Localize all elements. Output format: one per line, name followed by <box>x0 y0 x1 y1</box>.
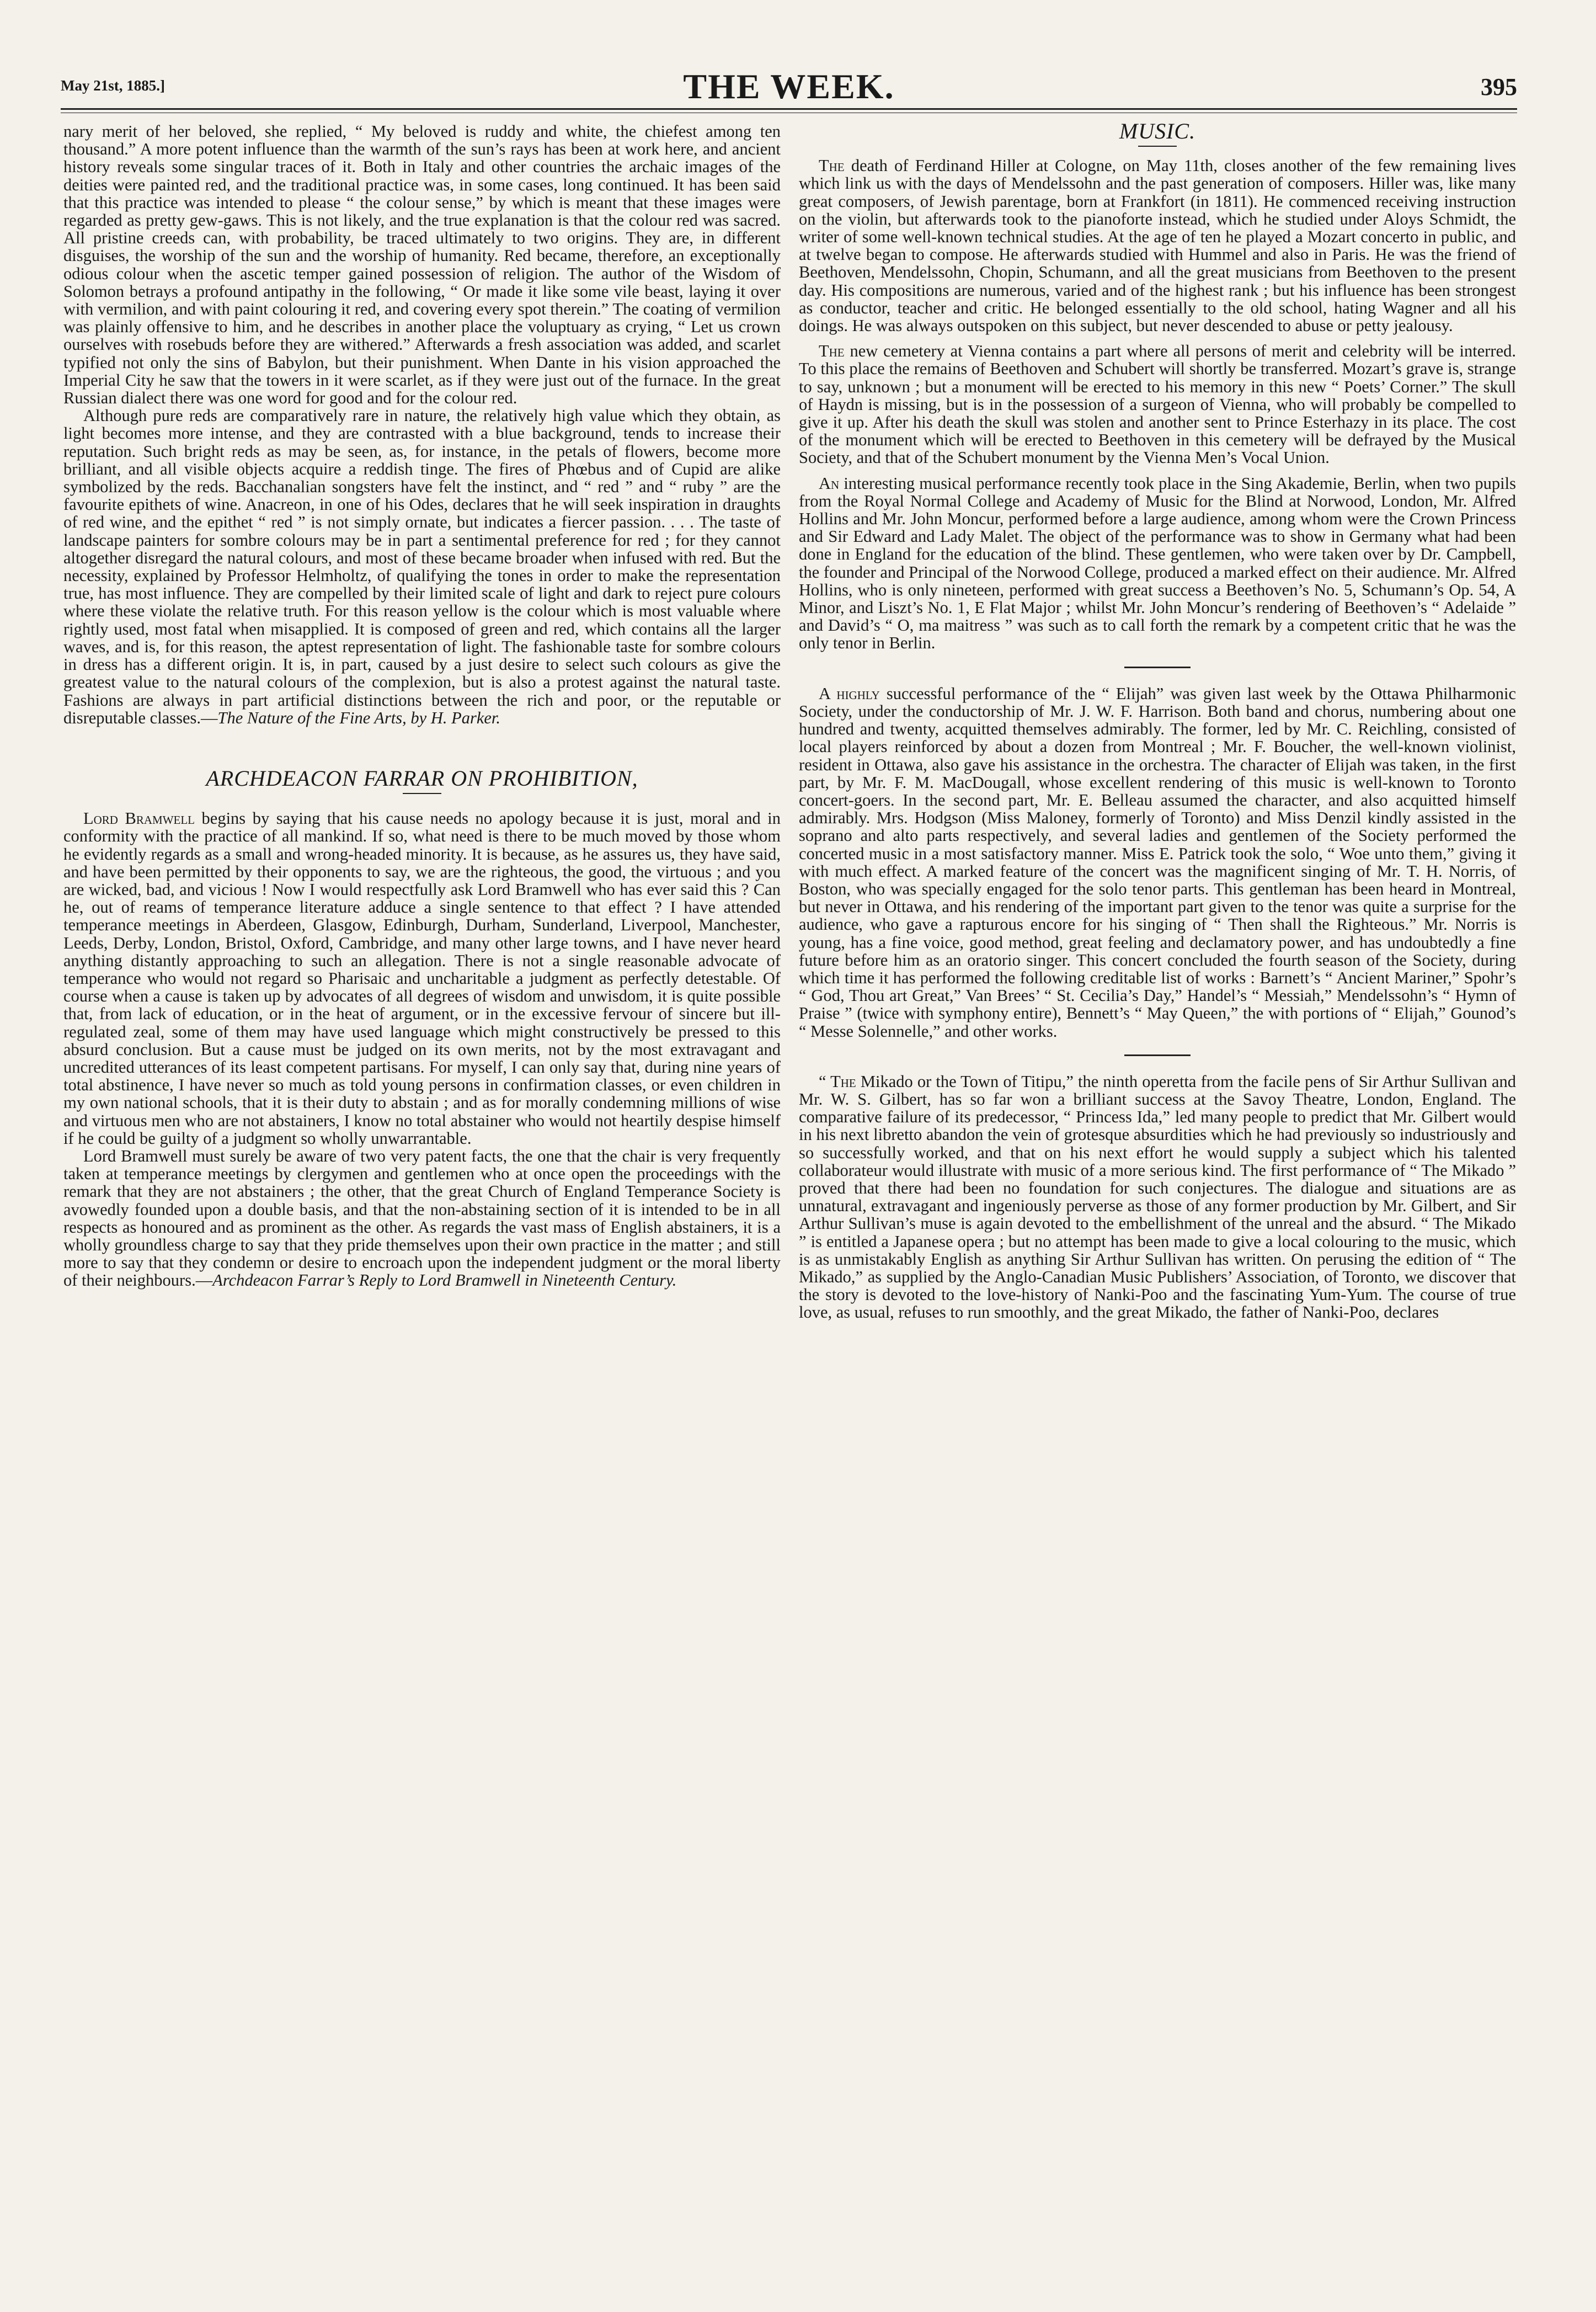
issue-date: May 21st, 1885.] <box>61 77 165 94</box>
source-citation: Archdeacon Farrar’s Reply to Lord Bramwell in Nineteenth Century. <box>212 1271 677 1290</box>
separator-rule <box>1124 1054 1191 1056</box>
paragraph-text: Although pure reds are comparatively rare in nature, the relatively high value which they obtain, as light becomes more intense, and they are contrasted with a blue background, tends to increase their reputation. Such bright reds as may be seen, as, for instance, in the petals of flowers, become more brilliant, and all visible objects acquire a reddish tinge. The fires of Phœbus and of Cupid are alike symbolized by the reds. Bacchanalian songsters have felt the instinct, and “ red ” and “ ruby ” are the favourite epithets of wine. Anacreon, in one of his Odes, declares that he will seek inspiration in draughts of red wine, and the epithet “ red ” is not simply ornate, but indicates a fiercer passion. . . . The taste of landscape painters for sombre colours may be in part a sentimental preference for red ; for they cannot altogether disregard the natural colours, and most of these became broader when infused with red. But the necessity, explained by Professor Helmholtz, of qualifying the tones in order to make the representation true, has most influence. They are compelled by their limited scale of light and dark to reject pure colours where these violate the relative truth. For this reason yellow is the colour which is most valuable where rightly used, most fatal when misapplied. It is composed of green and red, which contains all the larger waves, and is, for this reason, the aptest representation of light. The fashionable taste for sombre colours in dress has a different origin. It is, in part, caused by a just desire to select such colours as give the greatest value to the natural colours of the complexion, but is also a protest against the natural taste. Fashions are always in part artificial distinctions between the rich and poor, or the reputable or disreputable classes.— <box>63 406 781 727</box>
section-heading-music: MUSIC. <box>1119 119 1196 143</box>
article-heading: ARCHDEACON FARRAR ON PROHIBITION, <box>206 765 638 791</box>
lead-in: An <box>819 473 840 493</box>
lead-in: Lord Bramwell <box>83 809 195 828</box>
paragraph-text: new cemetery at Vienna contains a part where all persons of merit and celebrity will be interred. To this place the remains of Beethoven and Schubert will shortly be transferred. Mozart’s grave is, strange to say, unknown ; but a monument will be erected to his memory in this new “ Poets’ Corner.” The skull of Haydn is missing, but is in the possession of a surgeon of Vienna, who will probably be compelled to give it up. After his death the skull was stolen and another sent to Prince Esterhazy in its place. The cost of the monument which will be erected to Beethoven in this cemetery will be defrayed by the Musical Society, and that of the Schubert monument by the Vienna Men’s Vocal Union. <box>799 342 1516 467</box>
colour-article-paragraph <box>63 407 781 727</box>
lead-in: The <box>819 342 845 361</box>
paragraph-text: begins by saying that his cause needs no apology because it is just, moral and in conformity with the practice of all mankind. If so, what need is there to be much moved by those whom he evidently regards as a small and wrong-headed minority. It is because, as he assures us, they have said, and have been permitted by their opponents to say, we are the righteous, the good, the virtuous ; and you are wicked, bad, and vicious ! Now I would respectfully ask Lord Bramwell who has ever said this ? Can he, out of reams of temperance literature adduce a single sentence to that effect ? I have attended temperance meetings in Aberdeen, Glasgow, Edinburgh, Durham, Sunderland, Liverpool, Manchester, Leeds, Derby, London, Bristol, Oxford, Cambridge, and many other large towns, and I have never heard anything distantly approaching to such an allegation. There is not a single reasonable advocate of temperance who would not regard so Pharisaic and uncharitable a judgment as perfectly detestable. Of course when a cause is taken up by advocates of all degrees of wisdom and unwisdom, it is quite possible that, from lack of education, or in the heat of argument, or in the excessive fervour of sincere but ill-regulated zeal, some of them may have used language which might constructively be pressed to this absurd conclusion. But a cause must be judged on its own merits, not by the most extravagant and uncredited utterances of its least competent partisans. For myself, I can only say that, during nine years of total abstinence, I have never so much as told young persons in confirmation classes, or even children in my own national schools, that it is their duty to abstain ; and as for morally condemning millions of wise and virtuous men who are not abstainers, I know no total abstainer who would not heartily despise himself if he could be guilty of a judgment so wholly unwarrantable. <box>63 809 781 1148</box>
separator-rule <box>1124 667 1191 668</box>
music-item-hiller <box>799 157 1516 334</box>
music-item-vienna <box>799 342 1516 466</box>
paragraph-text: Lord Bramwell must surely be aware of two very patent facts, the one that the chair is very frequently taken at temperance meetings by clergymen and gentlemen who at once open the proceedings with the remark that they are not abstainers ; the other, that the great Church of England Temperance Society is avowedly founded upon a double basis, and that the non-abstaining section of it is intended to be in all respects as honoured and as prominent as the other. As regards the vast mass of English abstainers, it is a wholly groundless charge to say that they pride themselves upon their own practice in the matter ; and still more to say that they condemn or desire to encroach upon the independent judgment or the moral liberty of their neighbours.— <box>63 1146 781 1290</box>
paragraph-text: successful performance of the “ Elijah” was given last week by the Ottawa Philharmonic Society, under the conductorship of Mr. J. W. F. Harrison. Both band and chorus, numbering about one hundred and twenty, acquitted themselves admirably. The former, led by Mr. C. Reichling, consisted of local players reinforced by about a dozen from Montreal ; Mr. F. Boucher, the well-known violinist, resident in Ottawa, also gave his assistance in the orchestra. The character of Elijah was taken, in the first part, by Mr. F. M. MacDougall, whose excellent rendering of this music is well-known to Toronto concert-goers. In the second part, Mr. E. Belleau assumed the character, and also acquitted himself admirably. Mrs. Hodgson (Miss Maloney, formerly of Toronto) and Miss Denzil kindly assisted in the soprano and alto parts respectively, and several ladies and gentlemen of the Society performed the concerted music in a most satisfactory manner. Miss E. Patrick took the solo, “ Woe unto them,” giving it with much effect. A marked feature of the concert was the magnificent singing of Mr. T. H. Norris, of Boston, who was specially engaged for the solo tenor parts. This gentleman has been heard in Montreal, but never in Ottawa, and his rendering of the important part given to the tenor was quite a surprise for the audience, who gave a rapturous encore for his singing of “ Then shall the Righteous.” Mr. Norris is young, has a fine voice, good method, great feeling and declamatory power, and has undoubtedly a fine future before him as an oratorio singer. This concert concluded the fourth season of the Society, during which time it has performed the following creditable list of works : Barnett’s “ Ancient Mariner,” Spohr’s “ God, Thou art Great,” Van Brees’ “ St. Cecilia’s Day,” Handel’s “ Messiah,” Mendelssohn’s “ Hymn of Praise ” (twice with symphony entire), Bennett’s “ May Queen,” the with portions of “ Elijah,” Gounod’s “ Messe Solennelle,” and other works. <box>799 684 1516 1041</box>
paragraph-text: interesting musical performance recently took place in the Sing Akademie, Berlin, when two pupils from the Royal Normal College and Academy of Music for the Blind at Norwood, London, Mr. Alfred Hollins and Mr. John Moncur, performed before a large audience, among whom were the Crown Princess and Sir Edward and Lady Malet. The object of the performance was to show in Germany what had been done in England for the education of the blind. These gentlemen, who were taken over by Dr. Campbell, the founder and Principal of the Norwood College, produced a marked effect on their audience. Mr. Alfred Hollins, who is only nineteen, performed with great success a Beethoven’s No. 5, Schumann’s Op. 54, A Minor, and Liszt’s No. 1, E Flat Major ; whilst Mr. John Moncur’s rendering of Beethoven’s “ Adelaide ” and David’s “ O, ma maitress ” was such as to call forth the remark by a competent critic that he was the only tenor in Berlin. <box>799 473 1516 653</box>
farrar-article-paragraph <box>63 1147 781 1290</box>
masthead-title: THE WEEK. <box>683 67 895 106</box>
colour-article-paragraph: nary merit of her beloved, she replied, “ My beloved is ruddy and white, the chiefest among ten thousand.” A more potent influence than the warmth of the sun’s rays has been at work here, and ancient history reveals some singular traces of it. Both in Italy and other countries the archaic images of the deities were painted red, and the traditional practice was, in some cases, long continued. It has been said that this practice was intended to please “ the colour sense,” by which is meant that these images were regarded as pretty gew-gaws. This is not likely, and the true explanation is that the colour red was sacred. All pristine creeds can, with probability, be traced ultimately to two origins. They are, in different disguises, the worship of the sun and the worship of humanity. Red became, therefore, an exceptionally odious colour when the ascetic temper gained possession of religion. The author of the Wisdom of Solomon betrays a profound antipathy in the following, “ Or made it like some vile beast, laying it over with vermilion, and with paint colouring it red, and covering every spot therein.” The coating of vermilion was plainly offensive to him, and he describes in another place the voluptuary as crying, “ Let us crown ourselves with rosebuds before they are withered.” Afterwards a fresh association was added, and scarlet typified not only the sins of Babylon, but their punishment. When Dante in his vision approached the Imperial City he saw that the towers in it were scarlet, as if they were just out of the furnace. In the great Russian dialect there was one word for good and for the colour red. <box>63 122 781 408</box>
left-column <box>63 122 781 1290</box>
music-item-mikado <box>799 1073 1516 1322</box>
lead-in: “ The <box>819 1072 856 1091</box>
page-number: 395 <box>1481 73 1517 100</box>
source-citation: The Nature of the Fine Arts, by H. Parker. <box>217 708 501 727</box>
paragraph-text: death of Ferdinand Hiller at Cologne, on May 11th, closes another of the few remaining lives which link us with the days of Mendelssohn and the past generation of composers. Hiller was, like many great composers, of Jewish parentage, born at Frankfort (in 1811). He commenced receiving instruction on the violin, but afterwards took to the pianoforte instead, which he studied under Aloys Schmidt, the writer of some well-known technical studies. At the age of ten he played a Mozart concerto in public, and at twelve began to compose. He afterwards studied with Hummel and also in Paris. He was the friend of Beethoven, Mendelssohn, Chopin, Schumann, and all the great musicians from Beethoven to the present day. His compositions are numerous, varied and of the highest rank ; but his influence has been strongest as conductor, teacher and critic. He belonged essentially to the old school, hating Wagner and all his doings. He was always outspoken on this subject, but never descended to abuse or petty jealousy. <box>799 156 1516 335</box>
music-item-elijah <box>799 685 1516 1040</box>
farrar-article-paragraph <box>63 809 781 1147</box>
lead-in: The <box>819 156 845 175</box>
music-item-berlin <box>799 475 1516 652</box>
lead-in: A highly <box>819 684 880 703</box>
paragraph-text: Mikado or the Town of Titipu,” the ninth operetta from the facile pens of Sir Arthur Sullivan and Mr. W. S. Gilbert, has so far won a brilliant success at the Savoy Theatre, London, England. The comparative failure of its predecessor, “ Princess Ida,” led many people to predict that Mr. Gilbert would in his next libretto abandon the vein of grotesque absurdities which he had previously so industriously and so successfully worked, and that on his next effort he would supply a subject which his talented collaborateur would illustrate with music of a more serious kind. The first performance of “ The Mikado ” proved that there had been no foundation for such conjectures. The dialogue and situations are as unnatural, extravagant and ingeniously perverse as those of any former production by Mr. Gilbert, and Sir Arthur Sullivan’s muse is again devoted to the embellishment of the unreal and the absurd. “ The Mikado ” is entitled a Japanese opera ; but no attempt has been made to give a local colouring to the music, which is as unmistakably English as anything Sir Arthur Sullivan has written. On perusing the edition of “ The Mikado,” as supplied by the Anglo-Canadian Music Publishers’ Association, of Toronto, we discover that the story is devoted to the love-history of Nanki-Poo and the fascinating Yum-Yum. The course of true love, as usual, refuses to run smoothly, and the great Mikado, the father of Nanki-Poo, declares <box>799 1072 1516 1322</box>
header-rule-thick <box>61 108 1517 110</box>
right-column <box>799 119 1516 1322</box>
